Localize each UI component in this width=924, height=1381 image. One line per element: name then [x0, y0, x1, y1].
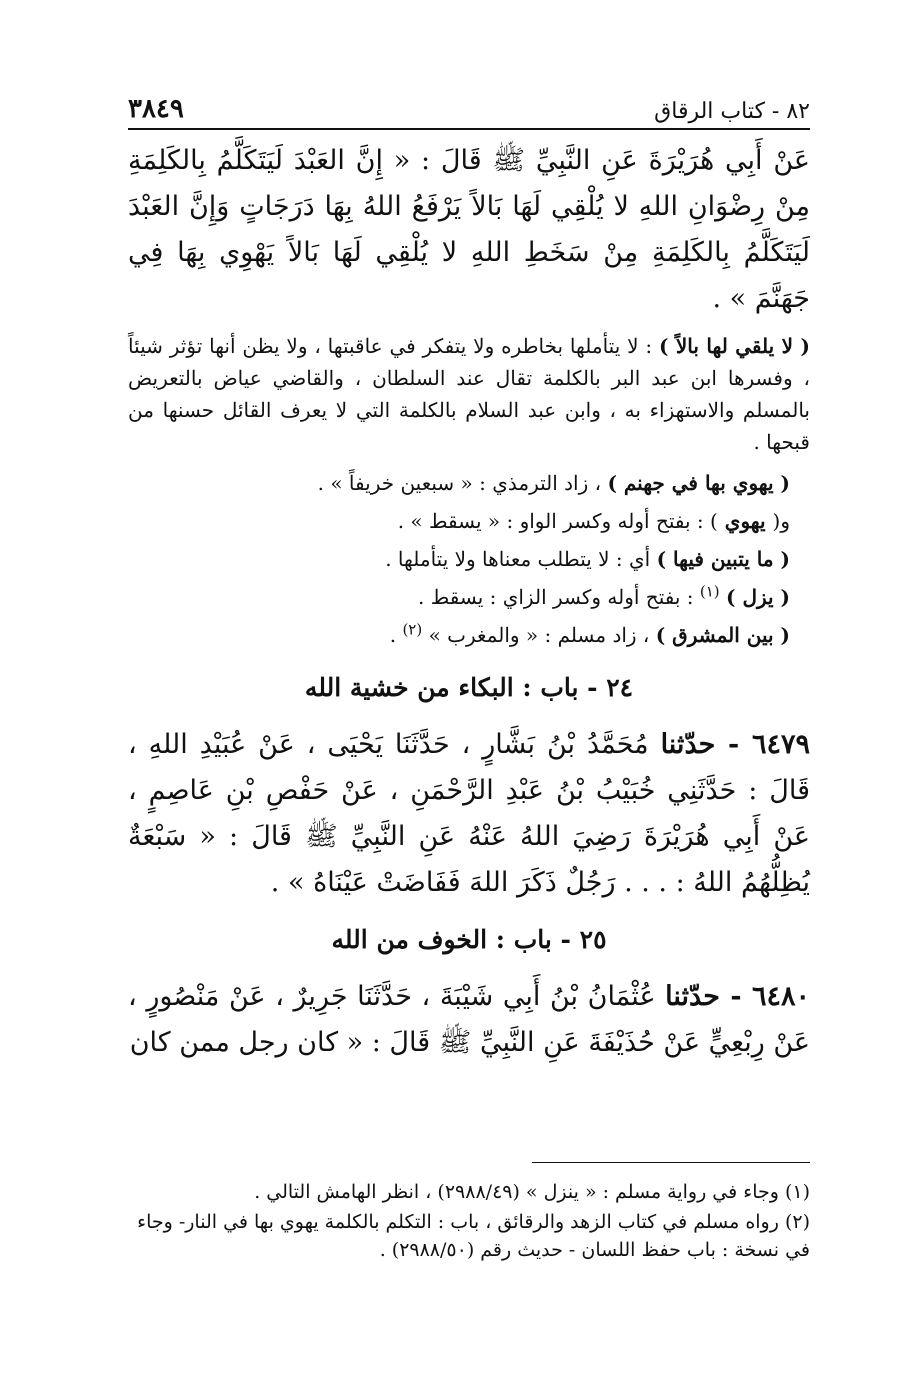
- note-text: ) : بفتح أوله وكسر الواو : « يسقط » .: [397, 509, 718, 533]
- footnote: (٢) رواه مسلم في كتاب الزهد والرقائق ، باب : التكلم بالكلمة يهوي بها في النار- وجاء في نسخة : باب حفظ اللسان - حديث رقم (٢٩٨٨/٥٠) .: [137, 1211, 810, 1261]
- note-prefix: و(: [772, 509, 790, 533]
- chapter-heading-25: ٢٥ - باب : الخوف من الله: [331, 925, 607, 954]
- hadith-body: مُحَمَّدُ بْنُ بَشَّارٍ ، حَدَّثَنَا يَحْيَى ، عَنْ عُبَيْدِ اللهِ ، قَالَ : حَدَّثَنِي خُبَيْبُ بْنُ عَبْدِ الرَّحْمَنِ ، عَنْ حَفْصِ بْنِ عَاصِمٍ ، عَنْ أَبِي هُرَيْرَةَ رَضِيَ اللهُ عَنْهُ عَنِ النَّبِيِّ ﷺ قَالَ : « سَبْعَةٌ يُظِلُّهُمُ اللهُ : . . . رَجُلٌ ذَكَرَ اللهَ فَفَاضَتْ عَيْنَاهُ » .: [128, 729, 810, 898]
- footnote-ref: (١): [699, 582, 720, 601]
- footnotes: [128, 1178, 810, 1266]
- chapter-heading-24: ٢٤ - باب : البكاء من خشية الله: [304, 673, 634, 702]
- commentary-paragraph: [128, 330, 810, 458]
- note-text: ، زاد مسلم : « والمغرب »: [428, 623, 656, 647]
- footnote: (١) وجاء في رواية مسلم : « ينزل » (٢٩٨٨/٤٩) ، انظر الهامش التالي .: [254, 1181, 810, 1203]
- note-end: .: [389, 623, 403, 647]
- note-term: يهوي: [717, 509, 773, 533]
- hadith-text: [128, 974, 810, 1066]
- commentary-text: : لا يتأملها بخاطره ولا يتفكر في عاقبتها ، ولا يظن أنها تؤثر شيئاً ، وفسرها ابن عبد البر بالكلمة تقال عند السلطان ، والقاضي عياض بالتعريض بالمسلم والاستهزاء به ، وابن عبد السلام بالكلمة التي لا يعرف القائل حسنها من قبحها .: [128, 334, 810, 454]
- note-text: أي : لا يتطلب معناها ولا يتأملها .: [385, 547, 657, 571]
- hadith-number: ٦٤٨٠ - حدّثنا: [665, 981, 810, 1012]
- page-number: ٣٨٤٩: [128, 94, 184, 124]
- chapter-title: ٨٢ - كتاب الرقاق: [654, 99, 810, 124]
- footnote-divider: [532, 1162, 810, 1163]
- note-line: [128, 540, 810, 578]
- page-header: [128, 84, 810, 130]
- note-line: [128, 616, 810, 654]
- note-term: ( يهوي بها في جهنم ): [607, 471, 790, 495]
- commentary-term: ( لا يلقي لها بالاً ): [658, 334, 811, 358]
- note-text: : بفتح أوله وكسر الزاي : يسقط .: [418, 585, 700, 609]
- note-line: [128, 464, 810, 502]
- note-term: ( يزل ): [726, 585, 790, 609]
- footnote-ref: (٢): [402, 620, 423, 639]
- hadith-text: [128, 722, 810, 906]
- note-line: [128, 578, 810, 616]
- note-line: [128, 502, 810, 540]
- note-term: ( بين المشرق ): [655, 623, 790, 647]
- page-body: [128, 138, 810, 1066]
- note-text: ، زاد الترمذي : « سبعين خريفاً » .: [317, 471, 608, 495]
- note-term: ( ما يتبين فيها ): [656, 547, 790, 571]
- hadith-text: عَنْ أَبِي هُرَيْرَةَ عَنِ النَّبِيِّ ﷺ قَالَ : « إِنَّ العَبْدَ لَيَتَكَلَّمُ بِالكَلِمَةِ مِنْ رِضْوَانِ اللهِ لا يُلْقِي لَهَا بَالاً يَرْفَعُ اللهُ بِهَا دَرَجَاتٍ وَإِنَّ العَبْدَ لَيَتَكَلَّمُ بِالكَلِمَةِ مِنْ سَخَطِ اللهِ لا يُلْقِي لَهَا بَالاً يَهْوِي بِهَا فِي جَهَنَّمَ » .: [128, 145, 810, 314]
- hadith-body: عُثْمَانُ بْنُ أَبِي شَيْبَةَ ، حَدَّثَنَا جَرِيرٌ ، عَنْ مَنْصُورٍ ، عَنْ رِبْعِيٍّ عَنْ حُذَيْفَةَ عَنِ النَّبِيِّ ﷺ قَالَ : « كان رجل ممن كان: [128, 981, 810, 1058]
- hadith-number: ٦٤٧٩ - حدّثنا: [660, 729, 811, 760]
